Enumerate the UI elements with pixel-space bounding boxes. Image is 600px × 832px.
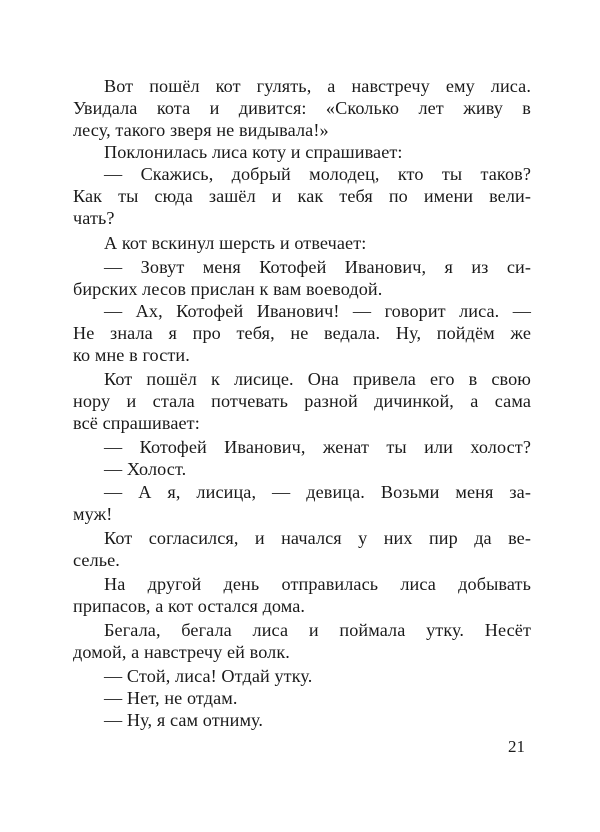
text-line: — Стой, лиса! Отдай утку. — [104, 666, 313, 686]
text-line: — А я, лисица, — девица. Возьми меня за- — [104, 482, 531, 502]
text-line: — Зовут меня Котофей Иванович, я из си- — [104, 257, 531, 277]
text-line: Поклонилась лиса коту и спрашивает: — [104, 142, 403, 162]
text-line: Увидала кота и дивится: «Сколько лет живу в — [73, 98, 531, 118]
text-line: домой, а навстречу ей волк. — [73, 642, 290, 662]
text-line: селье. — [73, 550, 120, 570]
text-line: Бегала, бегала лиса и поймала утку. Несёт — [104, 620, 531, 640]
text-line: Не знала я про тебя, не ведала. Ну, пойдём же — [73, 323, 531, 343]
text-line: Как ты сюда зашёл и как тебя по имени вели- — [73, 186, 531, 206]
text-line: — Холост. — [104, 459, 187, 479]
text-line: А кот вскинул шерсть и отвечает: — [104, 233, 367, 253]
text-line: На другой день отправилась лиса добывать — [104, 574, 531, 594]
text-line: всё спрашивает: — [73, 413, 200, 433]
text-line: Кот пошёл к лисице. Она привела его в свою — [104, 369, 531, 389]
text-line: — Ну, я сам отниму. — [104, 710, 264, 730]
text-line: — Скажись, добрый молодец, кто ты таков? — [104, 164, 531, 184]
text-line: — Нет, не отдам. — [104, 688, 238, 708]
text-line: бирских лесов прислан к вам воеводой. — [73, 279, 383, 299]
text-line: Вот пошёл кот гулять, а навстречу ему лиса. — [104, 76, 531, 96]
text-line: — Котофей Иванович, женат ты или холост? — [104, 437, 531, 457]
text-line: припасов, а кот остался дома. — [73, 596, 306, 616]
text-line: чать? — [73, 208, 115, 228]
text-line: ко мне в гости. — [73, 345, 190, 365]
text-line: лесу, такого зверя не видывала!» — [73, 120, 329, 140]
page-number: 21 — [508, 737, 525, 756]
text-line: нору и стала потчевать разной дичинкой, а сама — [73, 391, 531, 411]
text-line: муж! — [73, 504, 113, 524]
text-line: — Ах, Котофей Иванович! — говорит лиса. — — [104, 301, 531, 321]
text-line: Кот согласился, и начался у них пир да ве- — [104, 528, 531, 548]
